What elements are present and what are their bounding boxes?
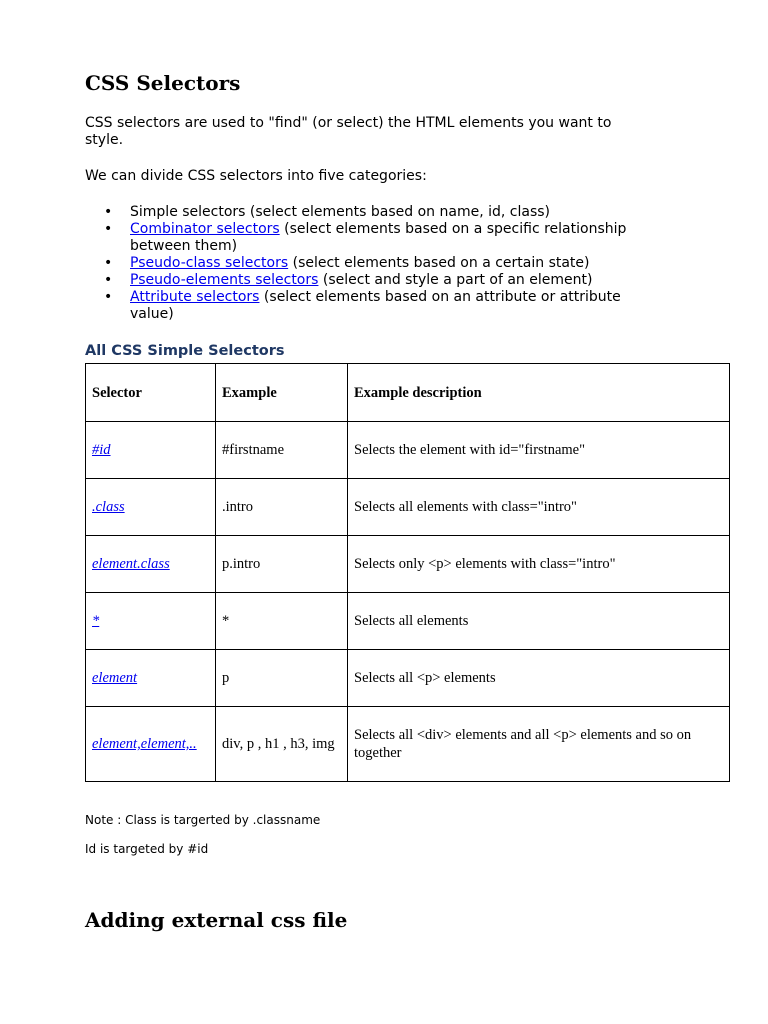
list-item [85,289,665,323]
description-cell: Selects the element with id="firstname" [348,422,730,479]
header-selector: Selector [86,364,216,422]
table-row [86,593,730,650]
section-heading: All CSS Simple Selectors [85,343,285,359]
description-cell: Selects all elements with class="intro" [348,479,730,536]
bullet-icon: • [104,221,113,237]
selector-cell [86,536,216,593]
example-cell: * [216,593,348,650]
category-text: Simple selectors (select elements based on name, id, class) [130,204,550,220]
category-text: (select elements based on a certain state) [288,255,590,271]
description-cell: Selects only <p> elements with class="intro" [348,536,730,593]
note-id: Id is targeted by #id [85,842,209,856]
example-cell: p.intro [216,536,348,593]
selector-cell [86,479,216,536]
section-title-external-css: Adding external css file [85,908,348,932]
header-description: Example description [348,364,730,422]
header-example: Example [216,364,348,422]
pseudo-class-selectors-link[interactable]: Pseudo-class selectors [130,255,289,271]
table-header-row [86,364,730,422]
description-cell: Selects all <div> elements and all <p> elements and so on together [348,707,730,782]
table-row [86,650,730,707]
selector-link-element[interactable]: element [92,670,138,686]
selector-link-universal[interactable]: * [92,613,100,629]
list-item [85,204,665,221]
bullet-icon: • [104,204,113,220]
simple-selectors-table [85,363,730,782]
list-item [85,255,665,272]
category-text: (select and style a part of an element) [318,272,593,288]
attribute-selectors-link[interactable]: Attribute selectors [130,289,260,305]
bullet-icon: • [104,272,113,288]
table-row [86,707,730,782]
intro-paragraph: CSS selectors are used to "find" (or select) the HTML elements you want to style. [85,115,612,148]
selector-cell [86,707,216,782]
selector-cell [86,593,216,650]
categories-list [85,204,665,323]
example-cell: p [216,650,348,707]
description-cell: Selects all <p> elements [348,650,730,707]
selector-cell [86,422,216,479]
selector-cell [86,650,216,707]
list-item [85,272,665,289]
table-row [86,536,730,593]
bullet-icon: • [104,255,113,271]
category-text: (select elements based on a specific relationship between them) [130,221,627,254]
description-cell: Selects all elements [348,593,730,650]
example-cell: div, p , h1 , h3, img [216,707,348,782]
table-row [86,422,730,479]
example-cell: .intro [216,479,348,536]
combinator-selectors-link[interactable]: Combinator selectors [130,221,280,237]
selector-link-id[interactable]: #id [92,442,111,458]
selector-link-grouping[interactable]: element,element,.. [92,736,197,752]
selector-link-class[interactable]: .class [92,499,125,515]
bullet-icon: • [104,289,113,305]
note-class: Note : Class is targerted by .classname [85,813,321,827]
example-cell: #firstname [216,422,348,479]
table-row [86,479,730,536]
list-item [85,221,665,255]
pseudo-elements-selectors-link[interactable]: Pseudo-elements selectors [130,272,319,288]
category-text: (select elements based on an attribute or attribute value) [130,289,621,322]
categories-intro: We can divide CSS selectors into five categories: [85,168,427,184]
selector-link-element-class[interactable]: element.class [92,556,170,572]
page-title: CSS Selectors [85,71,241,95]
